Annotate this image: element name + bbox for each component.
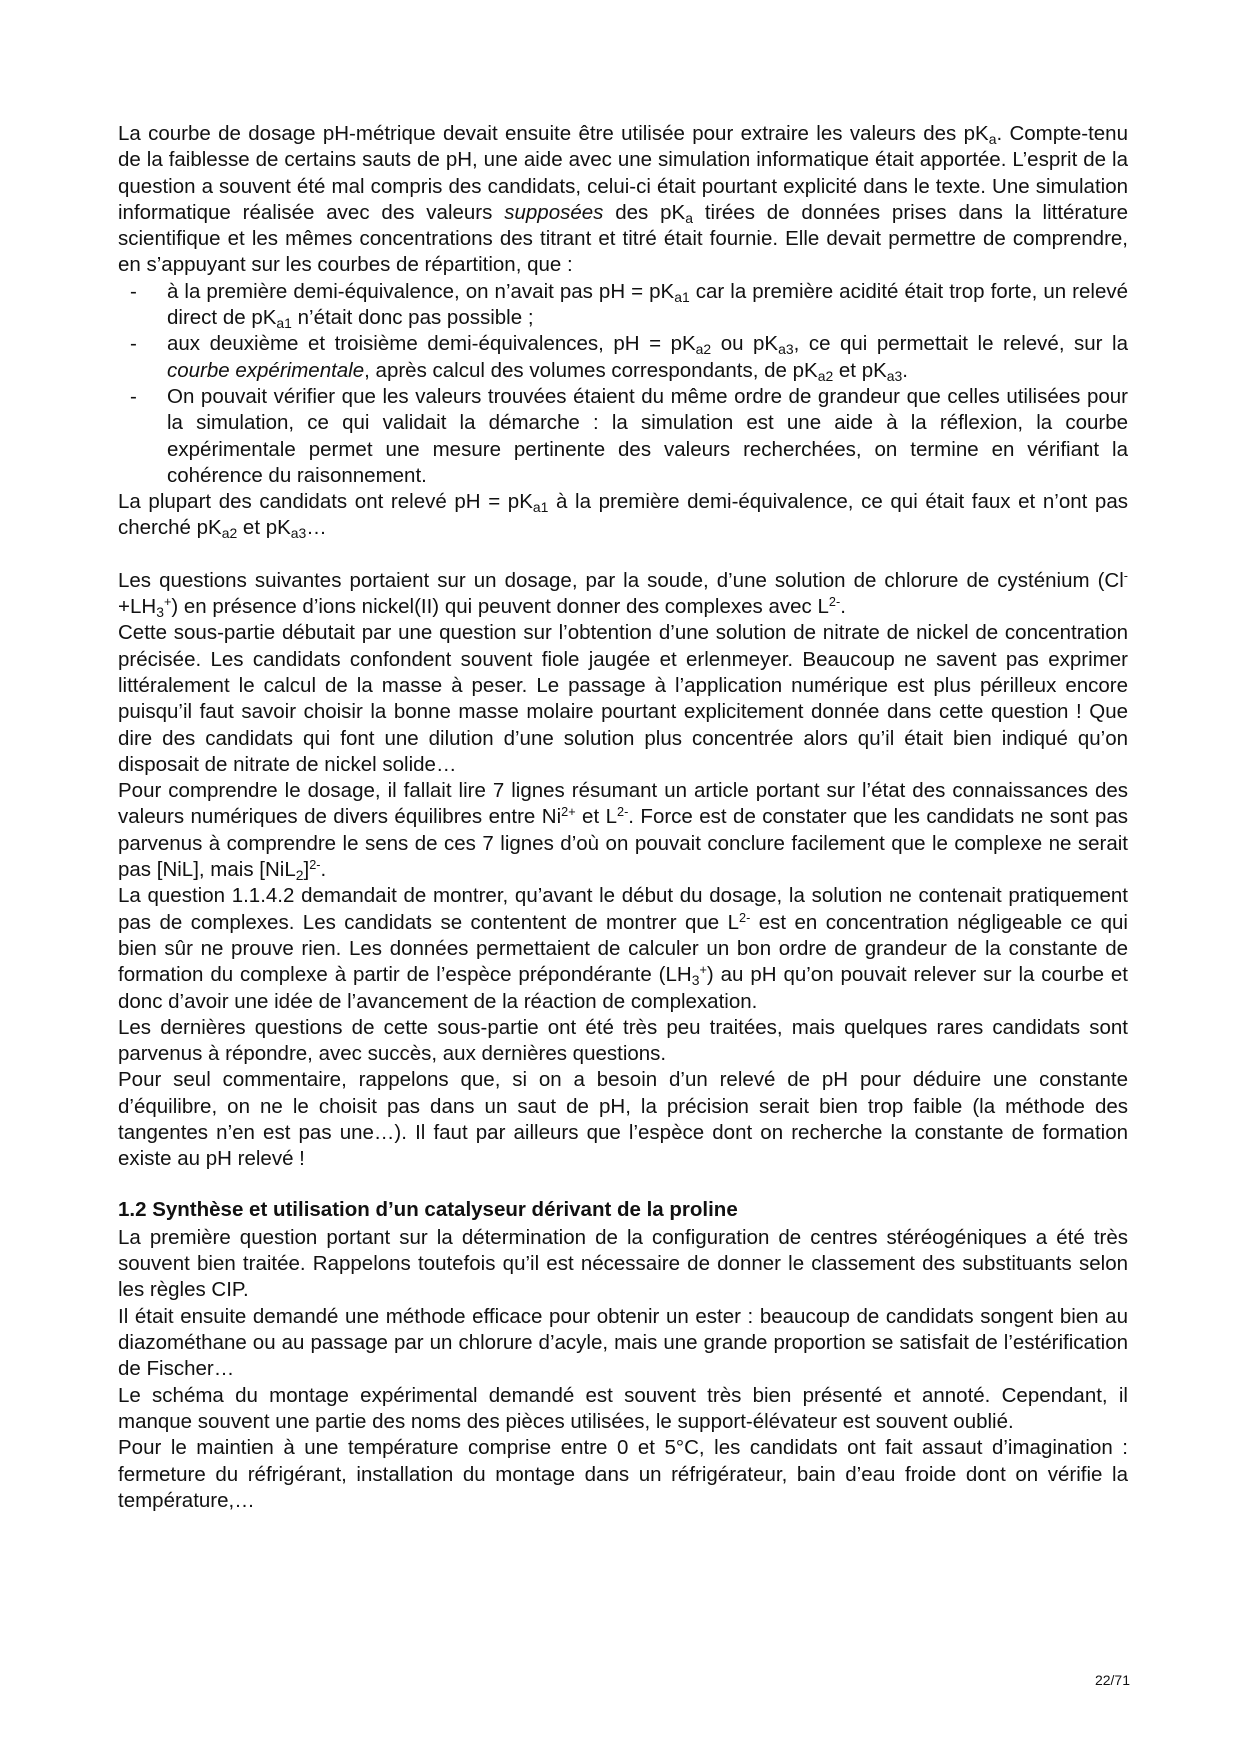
subscript: a	[685, 209, 693, 226]
bullet-dash: -	[130, 332, 137, 356]
superscript: 2-	[828, 594, 841, 610]
text-run: des pK	[603, 200, 686, 224]
superscript: 2-	[309, 857, 321, 873]
subscript: 2	[295, 866, 304, 883]
text-run: La courbe de dosage pH-métrique devait ensuite être utilisée pour extraire les valeurs des pK	[118, 122, 989, 145]
list-item	[118, 384, 1128, 489]
text-run: Les questions suivantes portaient sur un dosage, par la soude, d’une solution de chlorure de cysténium (Cl	[118, 568, 1124, 592]
paragraph-comment: Pour seul commentaire, rappelons que, si on a besoin d’un relevé de pH pour déduire une constante d’équilibre, on ne le choisit pas dans un saut de pH, la précision serait bien trop faible (la méthode des tangentes n’en est pas une…). Il faut par ailleurs que l’espèce dont on recherche la constante de formation existe au pH relevé !	[118, 1068, 1128, 1171]
bullet-dash: -	[130, 384, 137, 408]
text-run: tirées de données prises dans la littérature scientifique et les mêmes concentrations des titrant et titré était fournie. Elle devait permettre de comprendre, en s’appuyant sur les courbes de répartition, que :	[118, 200, 1128, 277]
subscript: 3	[156, 603, 164, 620]
subscript: 3	[691, 972, 700, 989]
text-run: à la première demi-équivalence, ce qui était faux et n’ont pas cherché pK	[118, 490, 1128, 540]
paragraph-temperature: Pour le maintien à une température comprise entre 0 et 5°C, les candidats ont fait assaut d’imagination : fermeture du réfrigérant, installation du montage dans un réfrigérateur, bain d’eau froide dont on vérifie la température,…	[118, 1436, 1128, 1512]
paragraph-cystenium-dosage	[118, 568, 1128, 621]
subscript: a1	[532, 499, 549, 516]
subscript: a1	[276, 314, 292, 331]
subscript: a3	[290, 525, 307, 542]
text-run: La question 1.1.4.2 demandait de montrer, qu’avant le début du dosage, la solution ne contenait pratiquement pas de complexes. Les candidats se contentent de montrer que L	[118, 884, 1128, 934]
text-run: +LH	[118, 595, 157, 619]
bullet-list	[118, 279, 1128, 489]
text-run: La plupart des candidats ont relevé pH = pK	[118, 490, 533, 514]
text-run: car la première acidité était trop forte, un relevé direct de pK	[167, 279, 1128, 330]
bullet-dash: -	[130, 279, 137, 303]
text-run: . Force est de constater que les candidats ne sont pas parvenus à comprendre le sens de ces 7 lignes d’où on pouvait conclure facilement que le complexe ne serait pas [NiL], mais [NiL	[118, 805, 1128, 882]
text-run: .	[840, 595, 846, 619]
text-run: . Compte-tenu de la faiblesse de certains sauts de pH, une aide avec une simulation informatique était apportée. L’esprit de la question a souvent été mal compris des candidats, celui-ci était pourtant explicité dans le texte. Une simulation informatique réalisée avec des valeurs	[118, 122, 1128, 224]
subscript: a2	[695, 341, 712, 358]
text-run: , après calcul des volumes correspondants, de pK	[364, 358, 818, 382]
subscript: a1	[674, 288, 690, 305]
superscript: +	[699, 962, 707, 978]
text-run: et L	[575, 805, 617, 829]
text-run: est en concentration négligeable ce qui bien sûr ne prouve rien. Les données permettaient de calculer un bon ordre de grandeur de la constante de formation du complexe à partir de l’espèce prépondérante (LH	[118, 910, 1128, 987]
text-run: , ce qui permettait le relevé, sur la	[793, 332, 1128, 356]
superscript: -	[1123, 567, 1128, 583]
paragraph-gap	[118, 542, 1128, 568]
text-run: .	[902, 358, 908, 382]
page-body	[118, 121, 1128, 1514]
text-run: ) au pH qu’on pouvait relever sur la courbe et donc d’avoir une idée de l’avancement de la réaction de complexation.	[118, 963, 1128, 1013]
paragraph-pka-extraction	[118, 121, 1128, 279]
text-run: aux deuxième et troisième demi-équivalences, pH = pK	[167, 332, 696, 356]
paragraph-nickel-nitrate: Cette sous-partie débutait par une question sur l’obtention d’une solution de nitrate de nickel de concentration précisée. Les candidats confondent souvent fiole jaugée et erlenmeyer. Beaucoup ne savent pas exprimer littéralement le calcul de la masse à peser. Le passage à l’application numérique est plus périlleux encore puisqu’il faut savoir choisir la bonne masse molaire pourtant explicitement donnée dans cette question ! Que dire des candidats qui font une dilution d’une solution plus concentrée alors qu’il était bien indiqué qu’on disposait de nitrate de nickel solide…	[118, 621, 1128, 776]
emphasis: courbe expérimentale	[167, 358, 365, 382]
superscript: 2+	[561, 804, 576, 820]
text-run: .	[320, 858, 327, 882]
section-heading: 1.2 Synthèse et utilisation d’un catalyseur dérivant de la proline	[118, 1197, 738, 1221]
text-run: …	[306, 516, 327, 540]
text-run: On pouvait vérifier que les valeurs trouvées étaient du même ordre de grandeur que celles utilisées pour la simulation, ce qui validait la démarche : la simulation est une aide à la réflexion, la courbe expérimentale permet une mesure pertinente des valeurs recherchées, on termine en vérifiant la cohérence du raisonnement.	[167, 384, 1128, 487]
list-item	[118, 331, 1128, 384]
subscript: a3	[886, 367, 903, 384]
text-run: ou pK	[711, 332, 779, 356]
subscript: a3	[778, 341, 794, 358]
subscript: a2	[221, 525, 238, 542]
emphasis: supposées	[504, 200, 604, 224]
text-run: Pour comprendre le dosage, il fallait lire 7 lignes résumant un article portant sur l’état des connaissances des valeurs numériques de divers équilibres entre Ni	[118, 779, 1128, 829]
text-run: et pK	[833, 358, 887, 382]
paragraph-experimental-setup: Le schéma du montage expérimental demandé est souvent très bien présenté et annoté. Cependant, il manque souvent une partie des noms des pièces utilisées, le support-élévateur est souvent oublié.	[118, 1383, 1128, 1433]
text-run: et pK	[237, 516, 291, 540]
superscript: 2-	[617, 804, 629, 820]
list-item	[118, 279, 1128, 332]
superscript: 2-	[739, 909, 751, 925]
paragraph-last-questions: Les dernières questions de cette sous-partie ont été très peu traitées, mais quelques rares candidats sont parvenus à répondre, avec succès, aux dernières questions.	[118, 1015, 1128, 1066]
paragraph-question-1142	[118, 883, 1128, 1014]
subscript: a2	[817, 367, 834, 384]
paragraph-ester-method: Il était ensuite demandé une méthode efficace pour obtenir un ester : beaucoup de candidats songent bien au diazométhane ou au passage par un chlorure d’acyle, mais une grande proportion se satisfait de l’estérification de Fischer…	[118, 1304, 1128, 1381]
text-run: n’était donc pas possible ;	[291, 306, 534, 330]
subscript: a	[988, 130, 997, 147]
superscript: +	[163, 594, 172, 610]
paragraph-stereogenic: La première question portant sur la détermination de la configuration de centres stéréogéniques a été très souvent bien traitée. Rappelons toutefois qu’il est nécessaire de donner le classement des substituants selon les règles CIP.	[118, 1225, 1128, 1302]
text-run: ) en présence d’ions nickel(II) qui peuvent donner des complexes avec L	[171, 595, 829, 619]
text-run: à la première demi-équivalence, on n’avait pas pH = pK	[167, 279, 675, 303]
paragraph-candidates-pka	[118, 489, 1128, 542]
text-run: ]	[303, 858, 310, 882]
page-number: 22/71	[1094, 1672, 1130, 1688]
paragraph-understanding-dosage	[118, 778, 1128, 883]
